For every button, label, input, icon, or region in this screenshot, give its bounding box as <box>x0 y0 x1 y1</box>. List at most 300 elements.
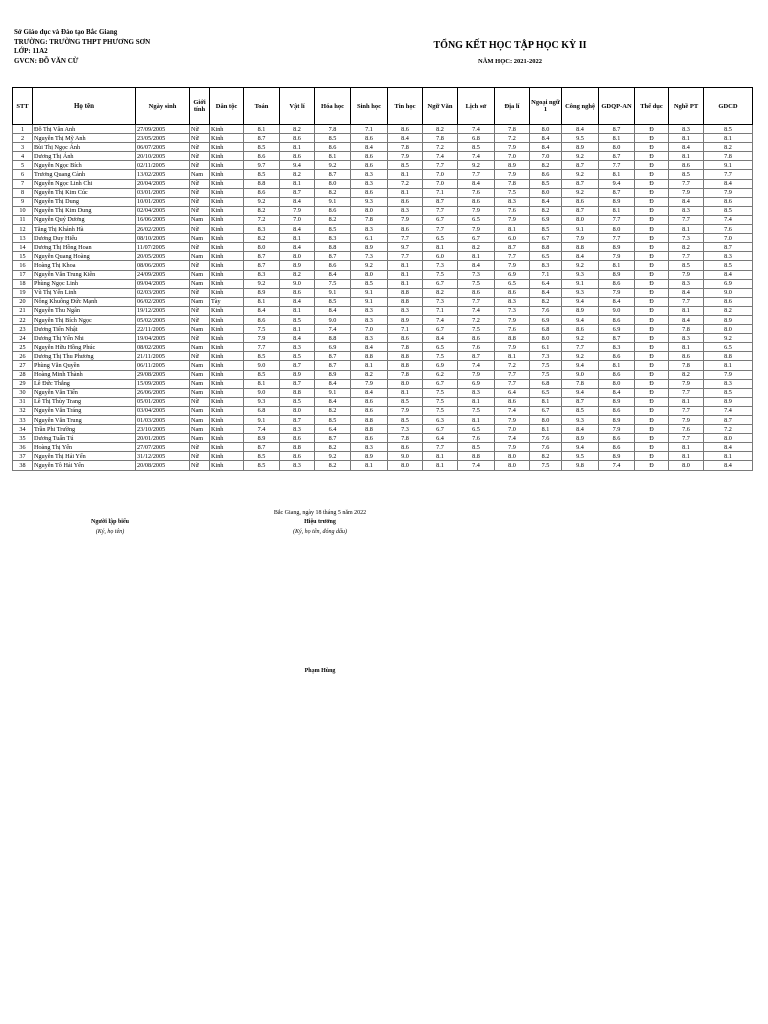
table-cell: Nam <box>190 325 210 334</box>
table-cell: 03/01/2005 <box>136 188 190 197</box>
table-cell: 8.6 <box>351 434 388 443</box>
table-cell: 05/01/2005 <box>136 397 190 406</box>
table-cell: 8.4 <box>704 461 753 470</box>
table-row <box>13 443 753 452</box>
table-cell: 8.5 <box>388 416 423 425</box>
table-cell: 8.5 <box>244 352 280 361</box>
table-cell: 8.7 <box>315 352 351 361</box>
table-cell: 28 <box>13 370 33 379</box>
table-cell: 8.5 <box>244 170 280 179</box>
table-cell: Đ <box>635 452 669 461</box>
table-cell: Nam <box>190 388 210 397</box>
table-cell: Nguyễn Ngọc Linh Chi <box>33 179 136 188</box>
table-cell: Nữ <box>190 134 210 143</box>
table-row <box>13 288 753 297</box>
table-cell: Kinh <box>210 352 244 361</box>
table-cell: 7.9 <box>669 416 704 425</box>
table-cell: 8.1 <box>669 306 704 315</box>
table-cell: 8.0 <box>315 179 351 188</box>
table-cell: 8.9 <box>244 434 280 443</box>
table-cell: 9.2 <box>315 452 351 461</box>
table-cell: 8.1 <box>669 343 704 352</box>
table-cell: 8.7 <box>599 152 635 161</box>
table-cell: 7.2 <box>458 315 495 324</box>
table-cell: 8.5 <box>458 443 495 452</box>
table-cell: 8.4 <box>351 388 388 397</box>
table-cell: 8.8 <box>315 243 351 252</box>
table-cell: 7.8 <box>388 370 423 379</box>
table-cell: 8.4 <box>599 297 635 306</box>
table-cell: Nguyễn Thị Bích Ngọc <box>33 315 136 324</box>
table-cell: Đ <box>635 315 669 324</box>
table-cell: 7.7 <box>704 170 753 179</box>
table-cell: Kinh <box>210 388 244 397</box>
table-cell: 7.4 <box>458 306 495 315</box>
table-cell: 8.3 <box>280 425 315 434</box>
table-cell: Nguyễn Quang Hoàng <box>33 252 136 261</box>
table-cell: 21/11/2005 <box>136 352 190 361</box>
table-cell: Nguyễn Văn Trung <box>33 416 136 425</box>
column-header: Lịch sử <box>458 88 495 125</box>
table-cell: 8.0 <box>388 379 423 388</box>
table-cell: 8.6 <box>669 161 704 170</box>
table-cell: Nam <box>190 297 210 306</box>
table-cell: 7.8 <box>562 379 599 388</box>
table-cell: 7.5 <box>423 397 458 406</box>
table-cell: 14 <box>13 243 33 252</box>
table-cell: Bùi Thị Ngọc Ánh <box>33 143 136 152</box>
table-cell: 8.1 <box>388 270 423 279</box>
table-cell: 37 <box>13 452 33 461</box>
table-cell: 9.1 <box>562 279 599 288</box>
table-cell: Nguyễn Văn Tiến <box>33 388 136 397</box>
table-cell: 7.4 <box>315 325 351 334</box>
table-cell: 8.4 <box>599 388 635 397</box>
table-cell: 8.4 <box>562 252 599 261</box>
column-header: Ngày sinh <box>136 88 190 125</box>
table-cell: Kinh <box>210 243 244 252</box>
table-cell: Nam <box>190 370 210 379</box>
table-cell: 7.1 <box>388 325 423 334</box>
table-cell: 19 <box>13 288 33 297</box>
table-cell: Đ <box>635 297 669 306</box>
table-cell: 23/05/2005 <box>136 134 190 143</box>
table-cell: 8.6 <box>244 315 280 324</box>
table-cell: Kinh <box>210 225 244 234</box>
table-cell: Đ <box>635 161 669 170</box>
table-row <box>13 270 753 279</box>
table-cell: 8.7 <box>280 416 315 425</box>
column-header: Toán <box>244 88 280 125</box>
table-cell: 2 <box>13 134 33 143</box>
table-cell: 8.1 <box>704 134 753 143</box>
table-cell: 8.3 <box>669 125 704 134</box>
table-cell: 8.2 <box>315 461 351 470</box>
table-cell: Nam <box>190 361 210 370</box>
table-cell: 7.3 <box>458 270 495 279</box>
table-cell: 7.7 <box>423 443 458 452</box>
table-cell: 7.9 <box>669 379 704 388</box>
table-cell: Nguyễn Quý Dương <box>33 215 136 224</box>
table-cell: 7.5 <box>423 352 458 361</box>
table-cell: 7.7 <box>388 234 423 243</box>
table-cell: 8.0 <box>669 461 704 470</box>
table-cell: 7.9 <box>495 215 530 224</box>
table-cell: Nam <box>190 416 210 425</box>
table-cell: 7.6 <box>495 206 530 215</box>
table-cell: Kinh <box>210 143 244 152</box>
table-cell: Đ <box>635 170 669 179</box>
table-row <box>13 197 753 206</box>
table-cell: 8.3 <box>669 334 704 343</box>
table-cell: 26 <box>13 352 33 361</box>
table-cell: 8.7 <box>280 361 315 370</box>
table-cell: Đ <box>635 215 669 224</box>
table-cell: 7.0 <box>495 152 530 161</box>
table-cell: 8.2 <box>280 125 315 134</box>
table-cell: 8.6 <box>458 288 495 297</box>
table-cell: Dương Thị Thu Phương <box>33 352 136 361</box>
table-cell: 8.2 <box>423 125 458 134</box>
table-cell: 8.5 <box>388 397 423 406</box>
table-cell: Vũ Thị Yến Linh <box>33 288 136 297</box>
table-cell: 8.2 <box>669 243 704 252</box>
table-cell: Đ <box>635 416 669 425</box>
table-cell: 8.5 <box>704 388 753 397</box>
table-cell: 8.6 <box>599 279 635 288</box>
table-cell: 8.6 <box>351 188 388 197</box>
table-cell: Nữ <box>190 261 210 270</box>
table-cell: 7.0 <box>530 152 562 161</box>
table-cell: Kinh <box>210 343 244 352</box>
table-cell: 21 <box>13 306 33 315</box>
table-cell: 8.3 <box>351 225 388 234</box>
table-cell: 8.3 <box>351 170 388 179</box>
table-cell: Kinh <box>210 406 244 415</box>
table-cell: 9.0 <box>562 370 599 379</box>
table-cell: 8.7 <box>315 252 351 261</box>
column-header: Dân tộc <box>210 88 244 125</box>
table-row <box>13 334 753 343</box>
table-cell: 8.6 <box>599 352 635 361</box>
table-cell: Đ <box>635 306 669 315</box>
table-cell: Kinh <box>210 315 244 324</box>
table-cell: 8.3 <box>669 279 704 288</box>
table-cell: 8.6 <box>351 406 388 415</box>
table-cell: 7.3 <box>388 425 423 434</box>
table-cell: 7.7 <box>669 388 704 397</box>
table-cell: 8.0 <box>704 325 753 334</box>
table-cell: 8.4 <box>244 306 280 315</box>
table-cell: Nữ <box>190 152 210 161</box>
table-cell: 7.6 <box>458 434 495 443</box>
table-cell: Kinh <box>210 161 244 170</box>
table-cell: 7.5 <box>495 188 530 197</box>
table-cell: Nguyễn Thị Hải Yến <box>33 452 136 461</box>
table-cell: Đ <box>635 443 669 452</box>
table-cell: 8.7 <box>458 352 495 361</box>
table-cell: 8.7 <box>562 206 599 215</box>
table-cell: Kinh <box>210 379 244 388</box>
table-cell: 7.1 <box>423 306 458 315</box>
table-cell: 8.0 <box>351 206 388 215</box>
table-cell: 8.7 <box>704 243 753 252</box>
table-cell: 8.5 <box>704 261 753 270</box>
table-cell: 7.9 <box>458 206 495 215</box>
table-cell: 7.6 <box>669 425 704 434</box>
table-cell: 8.9 <box>599 416 635 425</box>
table-cell: 9.0 <box>315 315 351 324</box>
table-cell: 9.4 <box>562 361 599 370</box>
table-cell: 7.9 <box>280 206 315 215</box>
table-cell: 7.9 <box>495 170 530 179</box>
table-cell: 9.2 <box>562 334 599 343</box>
table-cell: 8.6 <box>599 370 635 379</box>
table-cell: 8.0 <box>244 243 280 252</box>
table-cell: 7.9 <box>458 225 495 234</box>
table-cell: 8.1 <box>704 452 753 461</box>
table-cell: Nữ <box>190 397 210 406</box>
table-cell: 7.8 <box>388 434 423 443</box>
table-cell: 6.8 <box>530 325 562 334</box>
table-cell: 7.0 <box>495 425 530 434</box>
table-cell: 8.4 <box>458 179 495 188</box>
table-cell: Lê Thị Thùy Trang <box>33 397 136 406</box>
table-cell: 6.7 <box>423 425 458 434</box>
table-cell: 8.1 <box>423 243 458 252</box>
table-cell: 7.2 <box>704 425 753 434</box>
table-cell: 7.9 <box>495 315 530 324</box>
table-cell: 7.9 <box>458 370 495 379</box>
table-cell: 7.6 <box>530 306 562 315</box>
table-row <box>13 416 753 425</box>
table-cell: Kinh <box>210 334 244 343</box>
table-cell: Đ <box>635 361 669 370</box>
column-header: Ngữ Văn <box>423 88 458 125</box>
table-cell: 7.9 <box>495 261 530 270</box>
table-cell: 9.2 <box>704 334 753 343</box>
table-cell: 7.5 <box>423 388 458 397</box>
table-cell: 9.2 <box>315 161 351 170</box>
table-cell: 8.5 <box>315 416 351 425</box>
table-cell: Nguyễn Thu Ngân <box>33 306 136 315</box>
table-cell: Đ <box>635 334 669 343</box>
table-cell: Nông Khuông Đức Mạnh <box>33 297 136 306</box>
table-cell: 8.1 <box>388 170 423 179</box>
table-cell: Hoàng Minh Thành <box>33 370 136 379</box>
table-cell: 7.9 <box>495 343 530 352</box>
table-cell: Kinh <box>210 270 244 279</box>
table-cell: Kinh <box>210 425 244 434</box>
table-cell: 8.4 <box>351 343 388 352</box>
table-cell: Nguyễn Văn Trung Kiên <box>33 270 136 279</box>
table-cell: 7.5 <box>458 325 495 334</box>
table-cell: 9.1 <box>315 197 351 206</box>
table-cell: 7.4 <box>704 215 753 224</box>
table-cell: 8.6 <box>244 188 280 197</box>
table-cell: 8.2 <box>669 370 704 379</box>
table-cell: 36 <box>13 443 33 452</box>
table-row <box>13 179 753 188</box>
table-cell: 7.7 <box>669 252 704 261</box>
column-header: Địa lí <box>495 88 530 125</box>
table-cell: 8.7 <box>244 134 280 143</box>
table-cell: Kinh <box>210 306 244 315</box>
table-row <box>13 225 753 234</box>
table-cell: 8.6 <box>562 325 599 334</box>
table-cell: Nam <box>190 215 210 224</box>
table-cell: 9.4 <box>562 443 599 452</box>
table-cell: 6.9 <box>599 325 635 334</box>
table-cell: 7.7 <box>458 297 495 306</box>
table-cell: 8.4 <box>704 270 753 279</box>
table-cell: 7.7 <box>495 379 530 388</box>
column-header: Ngoại ngữ 1 <box>530 88 562 125</box>
table-cell: 16 <box>13 261 33 270</box>
table-cell: 9.7 <box>244 161 280 170</box>
table-cell: 8.2 <box>315 188 351 197</box>
table-cell: 8.2 <box>244 234 280 243</box>
table-row <box>13 452 753 461</box>
table-cell: 7.7 <box>244 343 280 352</box>
table-cell: Nữ <box>190 452 210 461</box>
table-cell: 8.9 <box>351 452 388 461</box>
table-cell: 9.2 <box>458 161 495 170</box>
table-cell: Nữ <box>190 143 210 152</box>
table-cell: 6.9 <box>495 270 530 279</box>
column-header: GDCD <box>704 88 753 125</box>
table-cell: 8.9 <box>388 315 423 324</box>
department-name: Sở Giáo dục và Đào tạo Bắc Giang <box>14 28 118 36</box>
table-cell: 8.1 <box>388 279 423 288</box>
table-cell: 8.8 <box>458 452 495 461</box>
table-cell: Kinh <box>210 370 244 379</box>
table-cell: 7.2 <box>495 361 530 370</box>
column-header: Giới tính <box>190 88 210 125</box>
table-row <box>13 434 753 443</box>
table-cell: 6.7 <box>530 234 562 243</box>
table-cell: 7.0 <box>280 215 315 224</box>
table-cell: 22 <box>13 315 33 324</box>
table-cell: 7.4 <box>458 152 495 161</box>
table-cell: 06/02/2005 <box>136 297 190 306</box>
table-cell: Phùng Văn Quyền <box>33 361 136 370</box>
table-cell: Nam <box>190 425 210 434</box>
table-cell: Kinh <box>210 397 244 406</box>
table-cell: 8.8 <box>351 416 388 425</box>
table-cell: Dương Tuấn Tú <box>33 434 136 443</box>
table-cell: 8.7 <box>315 170 351 179</box>
table-cell: Đ <box>635 152 669 161</box>
table-cell: 8.3 <box>530 261 562 270</box>
table-row <box>13 352 753 361</box>
table-cell: 7.5 <box>530 361 562 370</box>
table-cell: 8.9 <box>599 243 635 252</box>
table-cell: 8.8 <box>388 361 423 370</box>
maker-note: (Ký, họ tên) <box>95 529 125 535</box>
table-cell: 8.5 <box>669 170 704 179</box>
table-cell: 9.2 <box>351 261 388 270</box>
table-cell: 8.2 <box>315 443 351 452</box>
table-cell: 8.6 <box>599 406 635 415</box>
table-cell: 7.4 <box>704 406 753 415</box>
table-cell: 7.5 <box>458 279 495 288</box>
table-cell: 8.7 <box>280 379 315 388</box>
table-cell: 8.7 <box>599 125 635 134</box>
table-cell: 8.4 <box>315 397 351 406</box>
table-cell: 23/10/2005 <box>136 425 190 434</box>
table-cell: 9.2 <box>562 352 599 361</box>
table-cell: 8.4 <box>458 261 495 270</box>
table-cell: Kinh <box>210 252 244 261</box>
table-cell: Đ <box>635 370 669 379</box>
table-cell: 8.4 <box>280 243 315 252</box>
table-cell: Dương Tiến Nhật <box>33 325 136 334</box>
table-cell: 8.6 <box>280 152 315 161</box>
table-cell: Nữ <box>190 188 210 197</box>
table-cell: 6 <box>13 170 33 179</box>
table-cell: 6.5 <box>530 252 562 261</box>
table-cell: Phùng Ngọc Linh <box>33 279 136 288</box>
table-cell: 19/12/2005 <box>136 306 190 315</box>
table-cell: 7.5 <box>423 270 458 279</box>
table-cell: 8.4 <box>562 125 599 134</box>
table-cell: 8.6 <box>599 443 635 452</box>
table-cell: 8 <box>13 188 33 197</box>
table-cell: Nguyễn Thị Kim Cúc <box>33 188 136 197</box>
table-cell: 8.7 <box>423 197 458 206</box>
table-cell: 8.5 <box>669 261 704 270</box>
table-cell: 8.1 <box>280 234 315 243</box>
table-cell: 7.9 <box>599 252 635 261</box>
table-cell: 8.5 <box>280 315 315 324</box>
table-row <box>13 261 753 270</box>
table-cell: 8.6 <box>280 452 315 461</box>
table-cell: 06/11/2005 <box>136 361 190 370</box>
table-cell: 8.3 <box>280 461 315 470</box>
table-cell: 8.2 <box>530 452 562 461</box>
table-cell: 8.4 <box>530 288 562 297</box>
table-row <box>13 152 753 161</box>
table-row <box>13 279 753 288</box>
table-cell: 08/06/2005 <box>136 261 190 270</box>
table-cell: 9.4 <box>562 388 599 397</box>
table-cell: 8.6 <box>315 143 351 152</box>
table-cell: 6.3 <box>423 416 458 425</box>
table-cell: Tăng Thị Khánh Hà <box>33 225 136 234</box>
table-cell: 6.5 <box>530 388 562 397</box>
table-cell: 7.1 <box>423 188 458 197</box>
column-header: Tin học <box>388 88 423 125</box>
table-cell: Nữ <box>190 288 210 297</box>
table-cell: 8.1 <box>669 225 704 234</box>
table-cell: 8.0 <box>599 225 635 234</box>
table-cell: 6.8 <box>530 379 562 388</box>
table-cell: 27/09/2005 <box>136 125 190 134</box>
table-cell: 8.7 <box>599 334 635 343</box>
homeroom-teacher: GVCN: ĐỖ VĂN CỪ <box>14 56 79 65</box>
column-header: Sinh học <box>351 88 388 125</box>
table-cell: 6.4 <box>423 434 458 443</box>
table-cell: 8.6 <box>388 225 423 234</box>
table-cell: 7.3 <box>495 306 530 315</box>
table-cell: 6.5 <box>458 215 495 224</box>
table-cell: 4 <box>13 152 33 161</box>
table-cell: 7.2 <box>244 215 280 224</box>
table-cell: 7.4 <box>458 461 495 470</box>
table-cell: 7.6 <box>530 443 562 452</box>
table-cell: 7.7 <box>599 215 635 224</box>
